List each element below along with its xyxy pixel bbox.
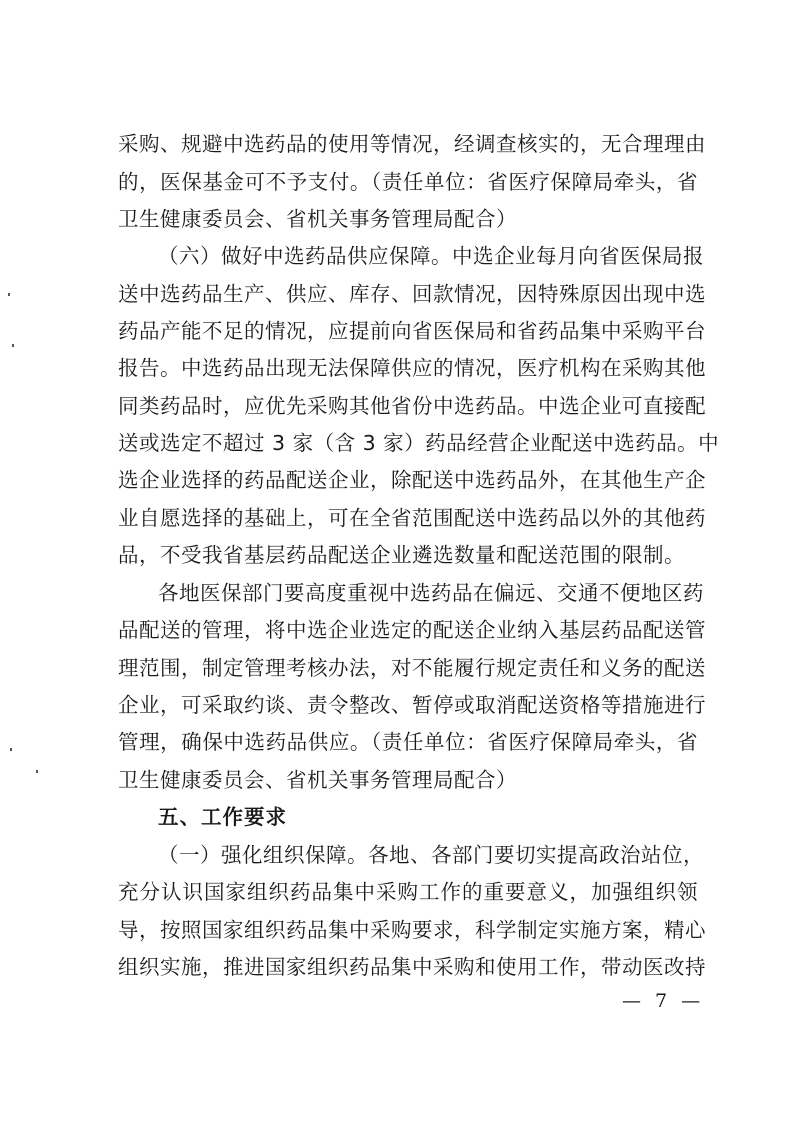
text-line: 药品产能不足的情况，应提前向省医保局和省药品集中采购平台 xyxy=(118,319,706,343)
text-line: 的，医保基金可不予支付。（责任单位：省医疗保障局牵头，省 xyxy=(118,170,698,194)
text-line: 卫生健康委员会、省机关事务管理局配合） xyxy=(118,768,517,792)
text-line: 送或选定不超过 3 家（含 3 家）药品经营企业配送中选药品。中 xyxy=(118,431,720,455)
paragraph-heading-line: （六）做好中选药品供应保障。中选企业每月向省医保局报 xyxy=(158,244,704,268)
text-line: 组织实施，推进国家组织药品集中采购和使用工作，带动医改持 xyxy=(118,955,706,979)
text-line: 报告。中选药品出现无法保障供应的情况，医疗机构在采购其他 xyxy=(118,356,706,380)
text-line: 品配送的管理，将中选企业选定的配送企业纳入基层药品配送管 xyxy=(118,618,706,642)
text-line: 送中选药品生产、供应、库存、回款情况，因特殊原因出现中选 xyxy=(118,282,706,306)
page-number: — 7 — xyxy=(622,990,705,1012)
text-line: 品，不受我省基层药品配送企业遴选数量和配送范围的限制。 xyxy=(118,543,685,567)
text-line: 选企业选择的药品配送企业，除配送中选药品外，在其他生产企 xyxy=(118,468,706,492)
scan-speck xyxy=(8,293,10,296)
scan-speck xyxy=(12,344,14,347)
text-line: 企业，可采取约谈、责令整改、暂停或取消配送资格等措施进行 xyxy=(118,693,706,717)
text-line: 同类药品时，应优先采购其他省份中选药品。中选企业可直接配 xyxy=(118,394,706,418)
text-line: 业自愿选择的基础上，可在全省范围配送中选药品以外的其他药 xyxy=(118,506,706,530)
scan-speck xyxy=(10,748,12,751)
scan-speck xyxy=(36,770,38,773)
text-line: 理范围，制定管理考核办法，对不能履行规定责任和义务的配送 xyxy=(118,656,706,680)
text-line: 导，按照国家组织药品集中采购要求，科学制定实施方案，精心 xyxy=(118,918,706,942)
text-line: 采购、规避中选药品的使用等情况，经调查核实的，无合理理由 xyxy=(118,132,706,156)
section-heading: 五、工作要求 xyxy=(158,805,287,829)
text-line: （一）强化组织保障。各地、各部门要切实提高政治站位， xyxy=(158,843,704,867)
text-line: 管理，确保中选药品供应。（责任单位：省医疗保障局牵头，省 xyxy=(118,730,698,754)
text-line: 卫生健康委员会、省机关事务管理局配合） xyxy=(118,207,517,231)
text-line: 充分认识国家组织药品集中采购工作的重要意义，加强组织领 xyxy=(118,880,698,904)
text-line: 各地医保部门要高度重视中选药品在偏远、交通不便地区药 xyxy=(158,581,704,605)
